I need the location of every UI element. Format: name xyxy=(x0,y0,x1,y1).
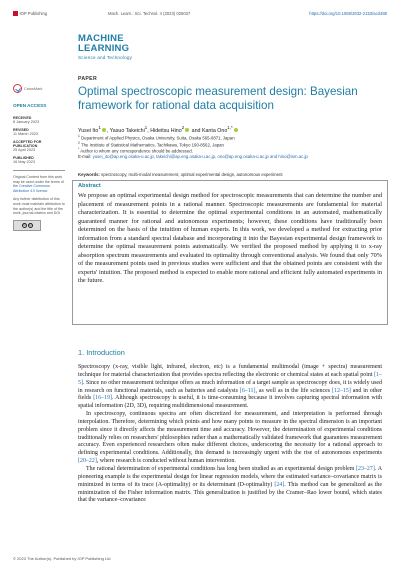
paragraph-text: . Since no other measurement technique offers as much information of a target sample as spectroscopy does, it is widely used in research on functional materials, such as batteries and catalysts xyxy=(78,379,382,394)
sidebar-divider xyxy=(13,170,65,171)
orcid-icon[interactable] xyxy=(234,128,238,132)
author-list: Yusei Ito$^1$, Yasuo Takeichi$^1$, Hideitsu Hino$^2$ and Kanta Ono$^{1,*}$ xyxy=(78,125,383,134)
orcid-icon[interactable] xyxy=(185,128,189,132)
crossmark-badge[interactable] xyxy=(13,84,65,93)
citation-link[interactable]: [12–15] xyxy=(332,387,351,394)
paragraph-text: and in other fields xyxy=(78,387,382,402)
affiliations xyxy=(78,134,383,154)
article-sidebar xyxy=(13,84,65,231)
abstract-text: We propose an optimal experimental design method for spectroscopic measurements that can determine the number and placement of measurement points in a rational manner. Spectroscopic measurements are fundamental for material characterization. It is essential to determine the optimal experimental conditions in an automated, mathematically guaranteed manner for rational and autonomous experiments; however, these conditions have traditionally been determined on the basis of the intuition of human experts. In this work, we developed a method for extracting prior information from a standard spectral database and incorporating it into the Bayesian experimental design framework to determine the optimal measurement points automatically. We verified the proposed method by applying it to x-ray absorption spectrum measurements and evaluated its optimality through conventional analysis. We found that only 70% of the measurement points used in previous studies were sufficient and that the obtained points are consistent with the experts' intuition. The proposed method is expected to enable more rational and efficient fully automated experiments in the future. xyxy=(78,192,382,285)
citation-link[interactable]: [24] xyxy=(274,481,285,488)
author: Yusei Ito$^1$ xyxy=(78,125,101,134)
license-statement: Original Content from this work may be used under the terms of the Creative Commons Attribution 4.0 licence. xyxy=(13,175,64,193)
paragraph xyxy=(78,364,382,411)
history-published: PUBLISHED 16 May 2023 xyxy=(13,156,35,164)
running-header xyxy=(13,9,387,19)
history-revised: REVISED 11 March 2023 xyxy=(13,128,39,136)
paragraph-text: , where research is conducted without human intervention. xyxy=(96,458,236,465)
journal-logo-subtitle: Science and Technology xyxy=(78,55,133,60)
author: Hideitsu Hino$^2$ xyxy=(150,125,185,134)
publisher-name: IOP Publishing xyxy=(13,11,47,16)
iop-logo-icon xyxy=(13,11,18,16)
affiliation: * Author to whom any correspondence should be addressed. xyxy=(78,147,193,154)
history-received: RECEIVED 8 January 2023 xyxy=(13,116,40,124)
author: Yasuo Takeichi$^1$ xyxy=(109,125,148,134)
cc-icon: cc xyxy=(22,222,26,227)
by-icon: by xyxy=(28,222,32,227)
introduction-body xyxy=(78,364,382,505)
citation-link[interactable]: [23–27] xyxy=(356,465,375,472)
journal-logo xyxy=(78,34,132,60)
journal-citation: Mach. Learn.: Sci. Technol. 4 (2023) 025037 xyxy=(108,11,191,16)
paragraph xyxy=(78,411,382,466)
cc-by-badge xyxy=(13,220,41,231)
paragraph-text: , as well as in the life sciences xyxy=(255,387,333,394)
crossmark-label: CrossMark xyxy=(24,86,43,91)
paragraph xyxy=(78,466,382,505)
paragraph-text: . Although spectroscopy is useful, it is time-consuming because it involves capturing spectral information with spatial information (2D, 3D), requiring multidimensional measurement. xyxy=(78,395,382,410)
author: Kanta Ono$^{1,*}$ xyxy=(201,125,233,134)
copyright-notice: © 2023 The Author(s). Published by IOP Publishing Ltd xyxy=(13,556,111,561)
doi-link[interactable]: https://doi.org/10.1088/2632-2153/acd488 xyxy=(309,11,387,16)
journal-logo-line1: MACHINE xyxy=(78,33,124,44)
keywords: Keywords: spectroscopy, multi-modal measurement, optimal experimental design, autonomous experiment xyxy=(78,172,283,177)
history-accepted: ACCEPTED FOR PUBLICATION 25 April 2023 xyxy=(13,140,42,152)
section-heading-introduction: 1. Introduction xyxy=(78,348,125,357)
citation-link[interactable]: [6–11] xyxy=(239,387,256,394)
paragraph-text: Spectroscopy (x-ray, visible light, infrared, electron, etc) is a fundamental multimodal (image + spectra) measurement technique for material characterization that provides spectra reflecting the electronic or chemical states at each spatial point xyxy=(78,364,382,378)
crossmark-icon xyxy=(13,84,22,93)
affiliation: $^1$ Department of Applied Physics, Osaka University, Suita, Osaka 565-0871, Japan xyxy=(78,134,235,141)
article-type-label: PAPER xyxy=(78,76,97,82)
citation-link[interactable]: [16–19] xyxy=(93,395,112,402)
abstract-heading: Abstract xyxy=(78,183,101,189)
paragraph-text: . A pioneering example is the experimental design for linear regression models, where the estimated variance–covariance matrix is minimized in terms of its trace (A-optimality) or its determinant (D-optimality) xyxy=(78,465,382,488)
journal-logo-line2: LEARNING xyxy=(78,43,130,54)
orcid-icon[interactable] xyxy=(102,128,106,132)
license-link[interactable]: Creative Commons Attribution 4.0 licence. xyxy=(13,184,50,193)
article-title: Optimal spectroscopic measurement design: Bayesian framework for rational data acquisition xyxy=(78,85,358,112)
affiliation: $^2$ The Institute of Statistical Mathematics, Tachikawa, Tokyo 190-8562, Japan xyxy=(78,140,224,148)
email-links[interactable]: yusei_ito@ap.eng.osaka-u.ac.jp, takeichi@ap.eng.osaka-u.ac.jp, ono@ap.eng.osaka-u.ac.jp and hino@ism.ac.jp xyxy=(92,154,308,159)
distribution-statement: Any further distribution of this work must maintain attribution to the author(s) and the title of the work, journal citation and DOI. xyxy=(13,197,65,216)
paragraph-text: The rational determination of experimental conditions has long been studied as an experimental design problem xyxy=(86,465,357,472)
citation-link[interactable]: [1–5] xyxy=(78,371,382,386)
paragraph-text: . This method can be generalized as the minimization of the Fisher information matrix. This generalization is justified by the Cramer–Rao lower bound, which states that the variance–covariance xyxy=(78,481,382,504)
paragraph-text: In spectroscopy, continuous spectra are often discretized for measurement, and interpretation is performed through interpolation. Therefore, determining which points and how many points to measure in the spectral dimension is an important problem since it directly affects the measurement time and accuracy. However, the determination of experimental conditions traditionally relies on researchers' philosophies rather than a mathematically validated framework that guarantees measurement accuracy. Even experienced researchers often make different choices, underscoring the necessity for a rational approach to defining experimental conditions. Additionally, this demand is increasingly urgent with the rise of autonomous experiments xyxy=(78,411,382,457)
page-footer xyxy=(13,556,387,561)
email-list: E-mail: yusei_ito@ap.eng.osaka-u.ac.jp, takeichi@ap.eng.osaka-u.ac.jp, ono@ap.eng.osaka-u.ac.jp and hino@ism.ac.jp xyxy=(78,154,308,159)
open-access-label: OPEN ACCESS xyxy=(13,103,47,108)
citation-link[interactable]: [20–22] xyxy=(78,458,97,465)
